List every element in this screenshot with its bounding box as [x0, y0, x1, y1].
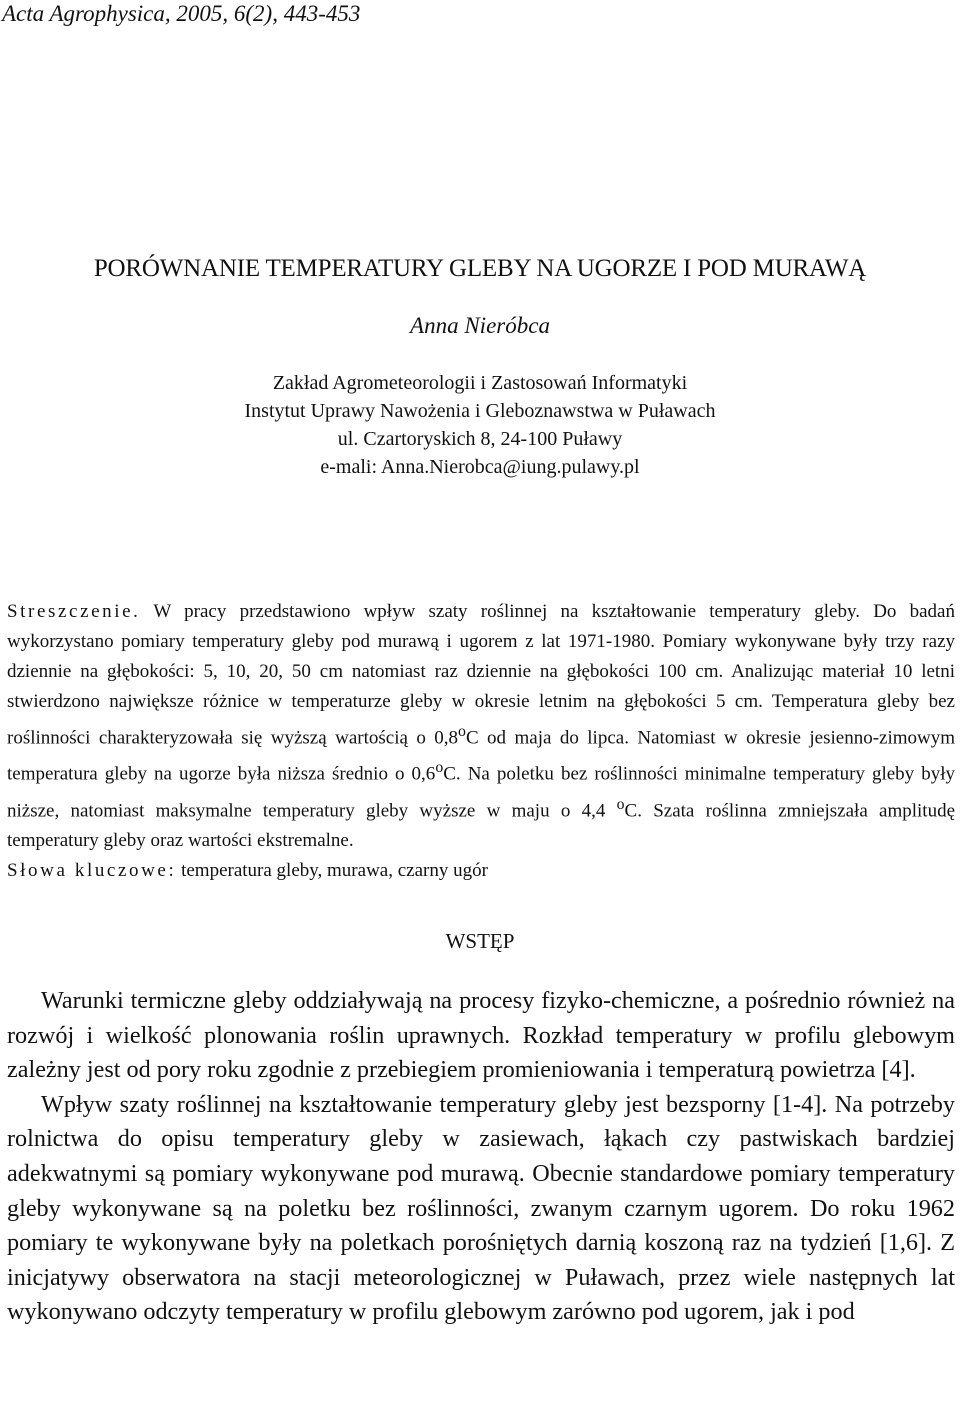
- paper-title: PORÓWNANIE TEMPERATURY GLEBY NA UGORZE I POD MURAWĄ: [93, 255, 867, 282]
- abstract-text: C. Szata roślinna zmniejszała amplitudę temperatury gleby oraz wartości ekstremalne.: [7, 799, 956, 851]
- abstract-label: Streszczenie.: [7, 601, 141, 622]
- degree-mark: o: [616, 795, 625, 813]
- degree-mark: o: [458, 723, 466, 740]
- abstract-text: W pracy przedstawiono wpływ szaty roślinnej na kształtowanie temperatury gleby. Do badań wykorzystano pomiary temperatury gleby pod murawą i ugorem z lat 1971-1980. Pomiary wykonywane były trzy razy dziennie na głębokości: 5, 10, 20, 50 cm natomiast raz dziennie na głębokości 100 cm. Analizując materiał 10 letni stwierdzono największe różnice w temperaturze gleby w okresie letnim na głębokości 5 cm. Temperatura gleby bez roślinności charakteryzowała się wyższą wartością o 0,8: [7, 601, 955, 749]
- body-text: [7, 984, 955, 1330]
- degree-mark: o: [435, 759, 444, 777]
- abstract-text: C. Na poletku bez roślinności minimalne temperatury gleby były niższe, natomiast maksymalne temperatury gleby wyższe w maju o 4,4: [7, 763, 955, 821]
- paragraph: Warunki termiczne gleby oddziaływają na procesy fizyko-chemiczne, a pośrednio również na rozwój i wielkość plonowania roślin uprawnych. Rozkład temperatury w profilu glebowym zależny jest od pory roku zgodnie z przebiegiem promieniowania i temperaturą powietrza [4].: [7, 987, 955, 1084]
- section-heading: WSTĘP: [445, 929, 515, 953]
- abstract: [7, 597, 955, 886]
- journal-citation: Acta Agrophysica, 2005, 6(2), 443-453: [2, 1, 361, 26]
- keywords-label: Słowa kluczowe:: [7, 859, 177, 881]
- paragraph: Wpływ szaty roślinnej na kształtowanie temperatury gleby jest bezsporny [1-4]. Na potrzeby rolnictwa do opisu temperatury gleby w zasiewach, łąkach czy pastwiskach bardziej adekwatnymi są pomiary wykonywane pod murawą. Obecnie standardowe pomiary temperatury gleby wykonywane są na poletku bez roślinności, zwanym czarnym ugorem. Do roku 1962 pomiary te wykonywane były na poletkach porośniętych darnią koszoną raz na tydzień [1,6]. Z inicjatywy obserwatora na stacji meteorologicznej w Puławach, przez wiele następnych lat wykonywano odczyty temperatury w profilu glebowym zarówno pod ugorem, jak i pod: [7, 1090, 955, 1326]
- affiliation-line: Zakład Agrometeorologii i Zastosowań Informatyki: [272, 372, 688, 394]
- author-name: Anna Nieróbca: [410, 313, 550, 338]
- affiliation-line: Instytut Uprawy Nawożenia i Gleboznawstwa w Puławach: [244, 400, 716, 422]
- affiliation-line: ul. Czartoryskich 8, 24-100 Puławy: [337, 428, 623, 450]
- keywords-text: temperatura gleby, murawa, czarny ugór: [176, 859, 488, 881]
- affiliation-email: e-mali: Anna.Nierobca@iung.pulawy.pl: [320, 456, 640, 478]
- affiliation-block: [0, 369, 960, 481]
- abstract-text: C od maja do lipca. Natomiast w okresie jesienno-zimowym temperatura gleby na ugorze była niższa średnio o 0,6: [7, 727, 956, 785]
